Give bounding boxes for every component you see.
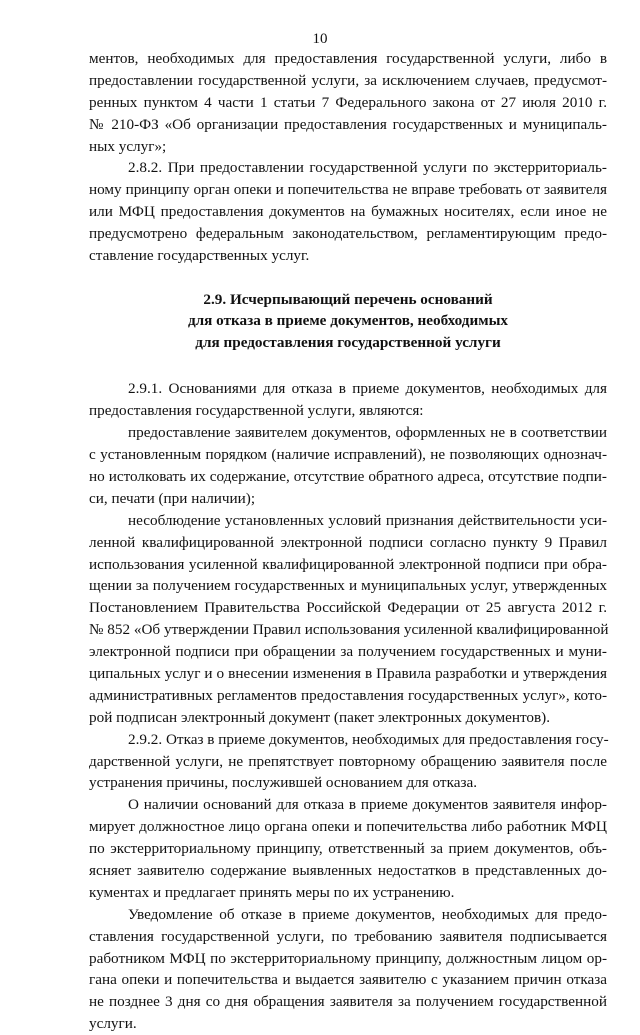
text-line: си, печати (при наличии); (89, 489, 256, 507)
paragraph (89, 794, 607, 903)
paragraph (89, 48, 607, 157)
text-line: Уведомление об отказе в приеме документов, необходимых для предо- (128, 905, 607, 923)
text-line: ципальных услуг и о внесении изменения в Правила разработки и утверждения (89, 664, 607, 682)
text-line: ментов, необходимых для предоставления государственной услуги, либо в (89, 50, 607, 67)
text-line: не позднее 3 дня со дня обращения заявителя за получением государственной (89, 993, 607, 1011)
text-line: работником МФЦ по экстерриториальному принципу, должностным лицом ор- (89, 949, 607, 967)
text-line: ясняет заявителю содержание выявленных недостатков в представленных до- (89, 862, 607, 879)
text-line: гана опеки и попечительства и выдается заявителю с указанием причин отказа (89, 971, 607, 989)
section-spacer (89, 267, 607, 289)
text-line: несоблюдение установленных условий признания действительности уси- (128, 511, 607, 529)
text-line: щении за получением государственных и муниципальных услуг, утвержденных (89, 577, 607, 595)
document-body (89, 48, 607, 1035)
text-line: рой подписан электронный документ (пакет электронных документов). (89, 708, 551, 726)
text-line: предусмотрено федеральным законодательством, регламентирующим предо- (89, 225, 607, 243)
text-line: предоставлении государственной услуги, за исключением случаев, предусмот- (89, 71, 607, 89)
text-line: 2.8.2. При предоставлении государственной услуги по экстерриториаль- (128, 159, 607, 177)
text-line: предоставления государственной услуги, являются: (89, 402, 424, 420)
text-line: или МФЦ предоставления документов на бумажных носителях, если иное не (89, 203, 607, 221)
text-line: административных регламентов предоставления государственных услуг», кото- (89, 686, 607, 704)
text-line: кументах и предлагает принять меры по их устранению. (89, 883, 455, 901)
paragraph (89, 157, 607, 266)
paragraph (89, 729, 607, 795)
text-line: с установленным порядком (наличие исправлений), не позволяющих однознач- (89, 446, 607, 464)
text-line: ных услуг»; (89, 137, 167, 155)
heading-line: 2.9. Исчерпывающий перечень оснований (203, 290, 493, 308)
text-line: дарственной услуги, не препятствует повторному обращению заявителя после (89, 752, 607, 770)
section-spacer (89, 353, 607, 378)
paragraph (89, 510, 607, 729)
text-line: ленной квалифицированной электронной подписи согласно пункту 9 Правил (89, 533, 607, 551)
text-line: Постановлением Правительства Российской Федерации от 25 августа 2012 г. (89, 599, 607, 617)
text-line: № 852 «Об утверждении Правил использования усиленной квалифицированной (89, 621, 609, 639)
page-number: 10 (312, 31, 328, 47)
text-line: ставление государственных услуг. (89, 247, 310, 265)
text-line: ренных пунктом 4 части 1 статьи 7 Федерального закона от 27 июля 2010 г. (89, 93, 607, 111)
text-line: О наличии оснований для отказа в приеме документов заявителя инфор- (128, 796, 607, 814)
heading-line: для предоставления государственной услуги (195, 333, 501, 351)
paragraph (89, 422, 607, 510)
text-line: использования усиленной квалифицированной электронной подписи при обра- (89, 555, 607, 573)
text-line: устранения причины, послужившей основанием для отказа. (89, 774, 478, 792)
text-line: электронной подписи при обращении за получением государственных и муни- (89, 643, 607, 661)
paragraph (89, 904, 607, 1035)
text-line: мирует должностное лицо органа опеки и попечительства либо работник МФЦ (89, 818, 607, 836)
section-heading (89, 289, 607, 354)
text-line: услуги. (89, 1015, 137, 1033)
text-line: ному принципу орган опеки и попечительства не вправе требовать от заявителя (89, 181, 607, 199)
paragraph (89, 378, 607, 422)
text-line: предоставление заявителем документов, оформленных не в соответствии (128, 424, 607, 442)
heading-line: для отказа в приеме документов, необходимых (187, 312, 509, 330)
text-line: 2.9.1. Основаниями для отказа в приеме документов, необходимых для (128, 380, 607, 398)
text-line: по экстерриториальному принципу, ответственный за прием документов, объ- (89, 840, 607, 858)
text-line: 2.9.2. Отказ в приеме документов, необходимых для предоставления госу- (128, 730, 609, 748)
text-line: № 210-ФЗ «Об организации предоставления государственных и муниципаль- (89, 115, 607, 133)
text-line: ставления государственной услуги, по требованию заявителя подписывается (89, 927, 607, 945)
text-line: но истолковать их содержание, отсутствие обратного адреса, отсутствие подпи- (89, 467, 607, 485)
